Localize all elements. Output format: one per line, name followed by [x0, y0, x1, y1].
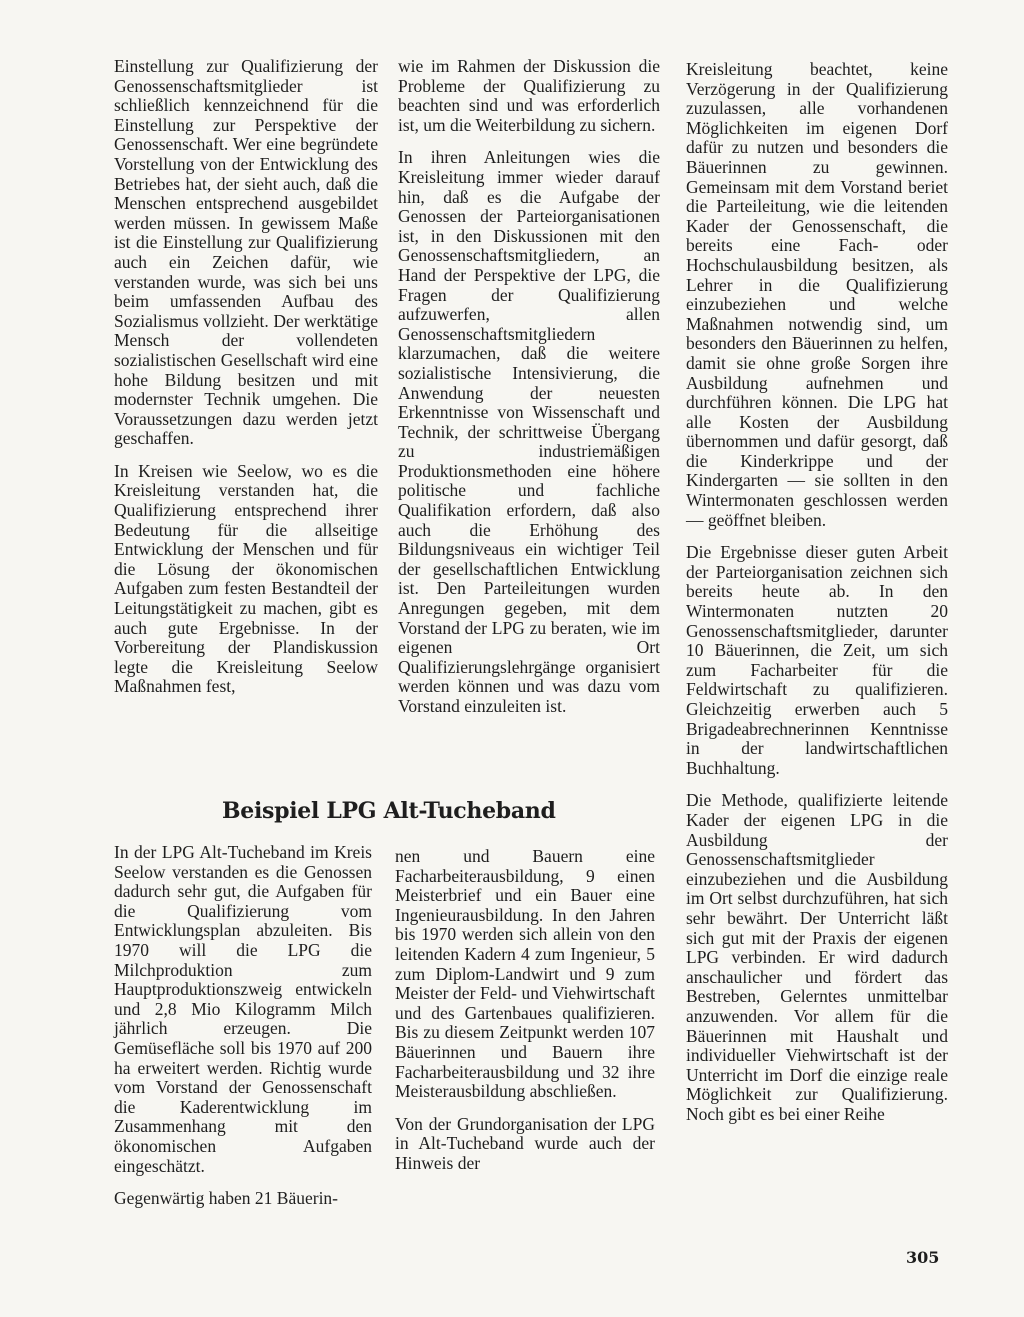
paragraph: nen und Bauern eine Facharbeiterausbildung, 9 einen Meisterbrief und ein Bauer eine Ingenieurausbildung. In den Jahren bis 1970 werden sich allein von den leitenden Kadern 4 zum Ingenieur, 5 zum Diplom-Landwirt und 9 zum Meister der Feld- und Viehwirtschaft und des Gartenbaues qualifizieren. Bis zu diesem Zeitpunkt werden 107 Bäuerinnen und Bauern ihre Facharbeiterausbildung und 32 ihre Meisterausbildung abschließen.: [395, 846, 655, 1102]
paragraph: Gegenwärtig haben 21 Bäuerin-: [114, 1188, 339, 1209]
lower-middle-column: [395, 847, 655, 1187]
paragraph: In ihren Anleitungen wies die Kreisleitung immer wieder darauf hin, daß es die Aufgabe der Genossen der Parteiorganisationen ist, in den Diskussionen mit den Genossenschaftsmitgliedern, an Hand der Perspektive der LPG, die Fragen der Qualifizierung aufzuwerfen, allen Genossenschaftsmitgliedern klarzumachen, daß die weitere sozialistische Intensivierung, die Anwendung der neuesten Erkenntnisse von Wissenschaft und Technik, der schrittweise Übergang zu industriemäßigen Produktionsmethoden eine höhere politische und fachliche Qualifikation erfordern, daß also auch die Erhöhung des Bildungsniveaus ein wichtiger Teil der gesellschaftlichen Entwicklung ist. Den Parteileitungen wurden Anregungen gegeben, mit dem Vorstand der LPG zu beraten, wie im eigenen Ort Qualifizierungslehrgänge organisiert werden können und was dazu vom Vorstand einzuleiten ist.: [398, 147, 660, 716]
right-column: [686, 60, 948, 1137]
lower-left-column: [114, 843, 372, 1222]
paragraph: Von der Grundorganisation der LPG in Alt-Tucheband wurde auch der Hinweis der: [395, 1113, 655, 1173]
paragraph: In Kreisen wie Seelow, wo es die Kreisleitung verstanden hat, die Qualifizierung entsprechend ihrer Bedeutung für die allseitige Entwicklung der Menschen und für die Lösung der ökonomischen Aufgaben zum festen Bestandteil der Leitungstätigkeit zu machen, gibt es auch gute Ergebnisse. In der Vorbereitung der Plandiskussion legte die Kreisleitung Seelow Maßnahmen fest,: [114, 460, 378, 697]
upper-left-column: [114, 57, 378, 710]
paragraph: Die Methode, qualifizierte leitende Kader der eigenen LPG in die Ausbildung der Genossenschaftsmitglieder einzubeziehen und die Ausbildung im Ort selbst durchzuführen, hat sich sehr bewährt. Der Unterricht läßt sich gut mit der Praxis der eigenen LPG verbinden. Er wird dadurch anschaulicher und fördert das Bestreben, Gelerntes unmittelbar anzuwenden. Vor allem für die Bäuerinnen mit Haushalt und individueller Viehwirtschaft ist der Unterricht im Dorf die einzige reale Möglichkeit zur Qualifizierung. Noch gibt es bei einer Reihe: [686, 790, 948, 1124]
paragraph: Einstellung zur Qualifizierung der Genossenschaftsmitglieder ist schließlich kennzeichnend für die Einstellung zur Perspektive der Genossenschaft. Wer eine begründete Vorstellung von der Entwicklung des Betriebes hat, der sieht auch, daß die Menschen entsprechend ausgebildet werden müssen. In gewissem Maße ist die Einstellung zur Qualifizierung auch ein Zeichen dafür, wie verstanden wurde, was sich bei uns beim umfassenden Aufbau des Sozialismus vollzieht. Der werktätige Mensch der vollendeten sozialistischen Gesellschaft wird eine hohe Bildung besitzen und mit modernster Technik umgehen. Die Voraussetzungen dazu werden jetzt geschaffen.: [114, 56, 378, 449]
paragraph: In der LPG Alt-Tucheband im Kreis Seelow verstanden es die Genossen dadurch sehr gut, die Aufgaben für die Qualifizierung vom Entwicklungsplan abzuleiten. Bis 1970 will die LPG die Milchproduktion zum Hauptproduktionszweig entwickeln und 2,8 Mio Kilogramm Milch jährlich erzeugen. Die Gemüsefläche soll bis 1970 auf 200 ha erweitert werden. Richtig wurde vom Vorstand der Genossenschaft die Kaderentwicklung im Zusammenhang mit den ökonomischen Aufgaben eingeschätzt.: [114, 842, 372, 1176]
page-number: 305: [906, 1248, 940, 1267]
paragraph: wie im Rahmen der Diskussion die Probleme der Qualifizierung zu beachten sind und was erforderlich ist, um die Weiterbildung zu sichern.: [398, 56, 660, 135]
upper-middle-column: [398, 57, 660, 730]
section-heading: Beispiel LPG Alt-Tucheband: [222, 798, 556, 824]
paragraph: Kreisleitung beachtet, keine Verzögerung in der Qualifizierung zuzulassen, alle vorhandenen Möglichkeiten im eigenen Dorf dafür zu nutzen und besonders die Bäuerinnen zu gewinnen. Gemeinsam mit dem Vorstand beriet die Parteileitung, wie die leitenden Kader der Genossenschaft, die bereits eine Fach- oder Hochschulausbildung besitzen, als Lehrer in die Qualifizierung einzubeziehen und welche Maßnahmen notwendig sind, um besonders den Bäuerinnen zu helfen, damit sie ohne große Sorgen ihre Ausbildung aufnehmen und durchführen können. Die LPG hat alle Kosten der Ausbildung übernommen und dafür gesorgt, daß die Kinderkrippe und der Kindergarten — sie sollten in den Wintermonaten geschlossen werden — geöffnet bleiben.: [686, 59, 948, 530]
paragraph: Die Ergebnisse dieser guten Arbeit der Parteiorganisation zeichnen sich bereits heute ab. In den Wintermonaten nutzten 20 Genossenschaftsmitglieder, darunter 10 Bäuerinnen, die Zeit, um sich zum Facharbeiter für die Feldwirtschaft zu qualifizieren. Gleichzeitig erwerben auch 5 Brigadeabrechnerinnen Kenntnisse in der landwirtschaftlichen Buchhaltung.: [686, 542, 948, 778]
